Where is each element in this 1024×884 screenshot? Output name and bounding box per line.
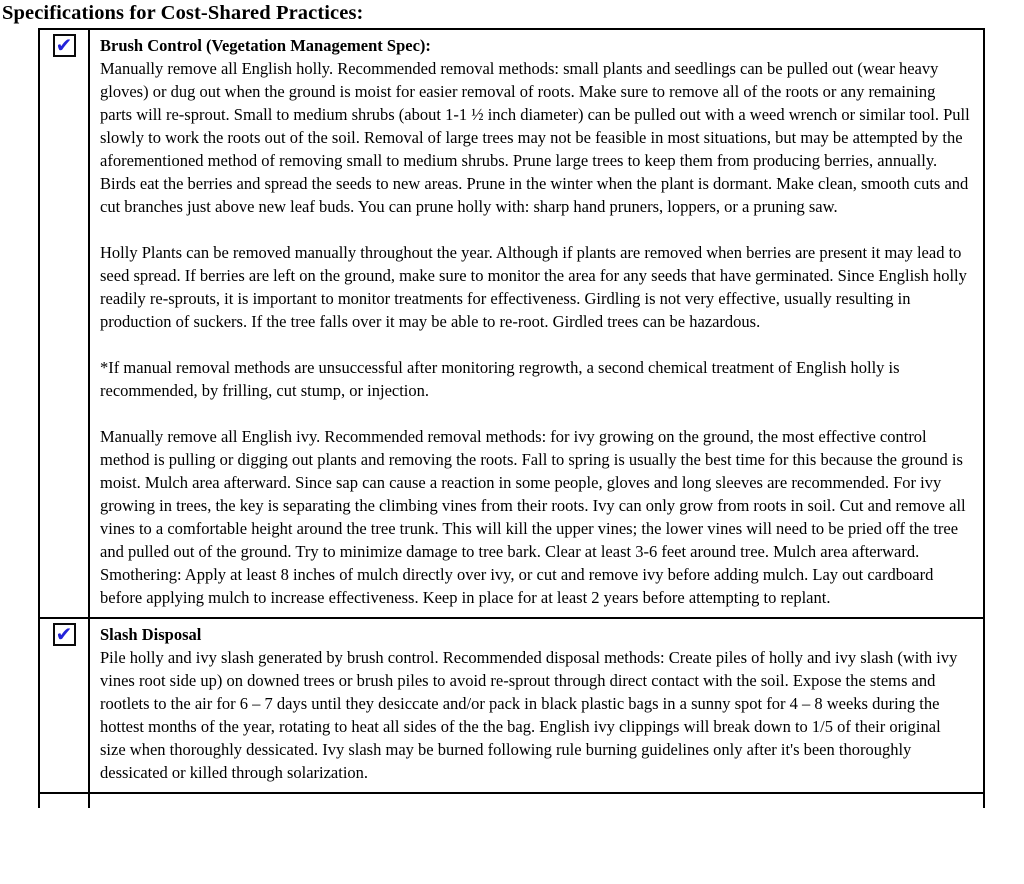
table-row-brush-control xyxy=(40,30,983,619)
spec-paragraph: Holly Plants can be removed manually throughout the year. Although if plants are removed when berries are present it may lead to seed spread. If berries are left on the ground, make sure to monitor the area for any seeds that have germinated. Since English holly readily re-sprouts, it is important to monitor treatments for effectiveness. Girdling is not very effective, usually resulting in production of suckers. If the tree falls over it may be able to re-root. Girdled trees can be hazardous. xyxy=(100,243,967,331)
checkbox-cell xyxy=(40,30,90,617)
checkbox-cell xyxy=(40,619,90,792)
brush-control-checkbox[interactable] xyxy=(53,34,76,57)
page-title: Specifications for Cost-Shared Practices: xyxy=(2,2,364,24)
spec-paragraph: Manually remove all English holly. Recommended removal methods: small plants and seedlings can be pulled out (wear heavy gloves) or dug out when the ground is moist for easier removal of roots. Make sure to remove all of the roots or any remaining parts will re-sprout. Small to medium shrubs (about 1-1 ½ inch diameter) can be pulled out with a weed wrench or similar tool. Pull slowly to work the roots out of the soil. Removal of large trees may not be feasible in most situations, but may be attempted by the aforementioned method of removing small to medium shrubs. Prune large trees to keep them from producing berries, annually. Birds eat the berries and spread the seeds to new areas. Prune in the winter when the plant is dormant. Make clean, smooth cuts and cut branches just above new leaf buds. You can prune holly with: sharp hand pruners, loppers, or a pruning saw. xyxy=(100,59,970,216)
table-continuation-divider xyxy=(40,794,90,808)
table-row-slash-disposal xyxy=(40,619,983,794)
slash-disposal-checkbox[interactable] xyxy=(53,623,76,646)
spec-paragraph: Pile holly and ivy slash generated by brush control. Recommended disposal methods: Create piles of holly and ivy slash (with ivy vines root side up) on downed trees or brush piles to avoid re-sprout through direct contact with the soil. Expose the stems and rootlets to the air for 6 – 7 days until they desiccate and/or pack in black plastic bags in a sunny spot for 4 – 8 weeks during the hottest months of the year, rotating to heat all sides of the the bag. English ivy clippings will break down to 1/5 of their original size when thoroughly dessicated. Ivy slash may be burned following rule burning guidelines only after it's been thoroughly dessicated or killed through solarization. xyxy=(100,648,958,782)
spec-text-cell xyxy=(90,619,983,792)
spec-title-slash-disposal: Slash Disposal xyxy=(100,625,202,644)
checkmark-icon: ✔ xyxy=(55,32,73,57)
spec-title-brush-control: Brush Control (Vegetation Management Spec): xyxy=(100,36,431,55)
spec-table xyxy=(38,28,985,808)
spec-text-cell xyxy=(90,30,983,617)
spec-paragraph: *If manual removal methods are unsuccessful after monitoring regrowth, a second chemical treatment of English holly is recommended, by frilling, cut stump, or injection. xyxy=(100,358,900,400)
table-continuation xyxy=(40,794,983,808)
checkmark-icon: ✔ xyxy=(55,621,73,646)
spec-paragraph: Manually remove all English ivy. Recommended removal methods: for ivy growing on the ground, the most effective control method is pulling or digging out plants and removing the roots. Fall to spring is usually the best time for this because the ground is moist. Mulch area afterward. Since sap can cause a reaction in some people, gloves and long sleeves are recommended. For ivy growing in trees, the key is separating the climbing vines from their roots. Ivy can only grow from roots in soil. Cut and remove all vines to a comfortable height around the tree trunk. This will kill the upper vines; the lower vines will need to be pried off the tree and pulled out of the ground. Try to minimize damage to tree bark. Clear at least 3-6 feet around tree. Mulch area afterward. Smothering: Apply at least 8 inches of mulch directly over ivy, or cut and remove ivy before adding mulch. Lay out cardboard before applying mulch to increase effectiveness. Keep in place for at least 2 years before attempting to replant. xyxy=(100,427,966,607)
